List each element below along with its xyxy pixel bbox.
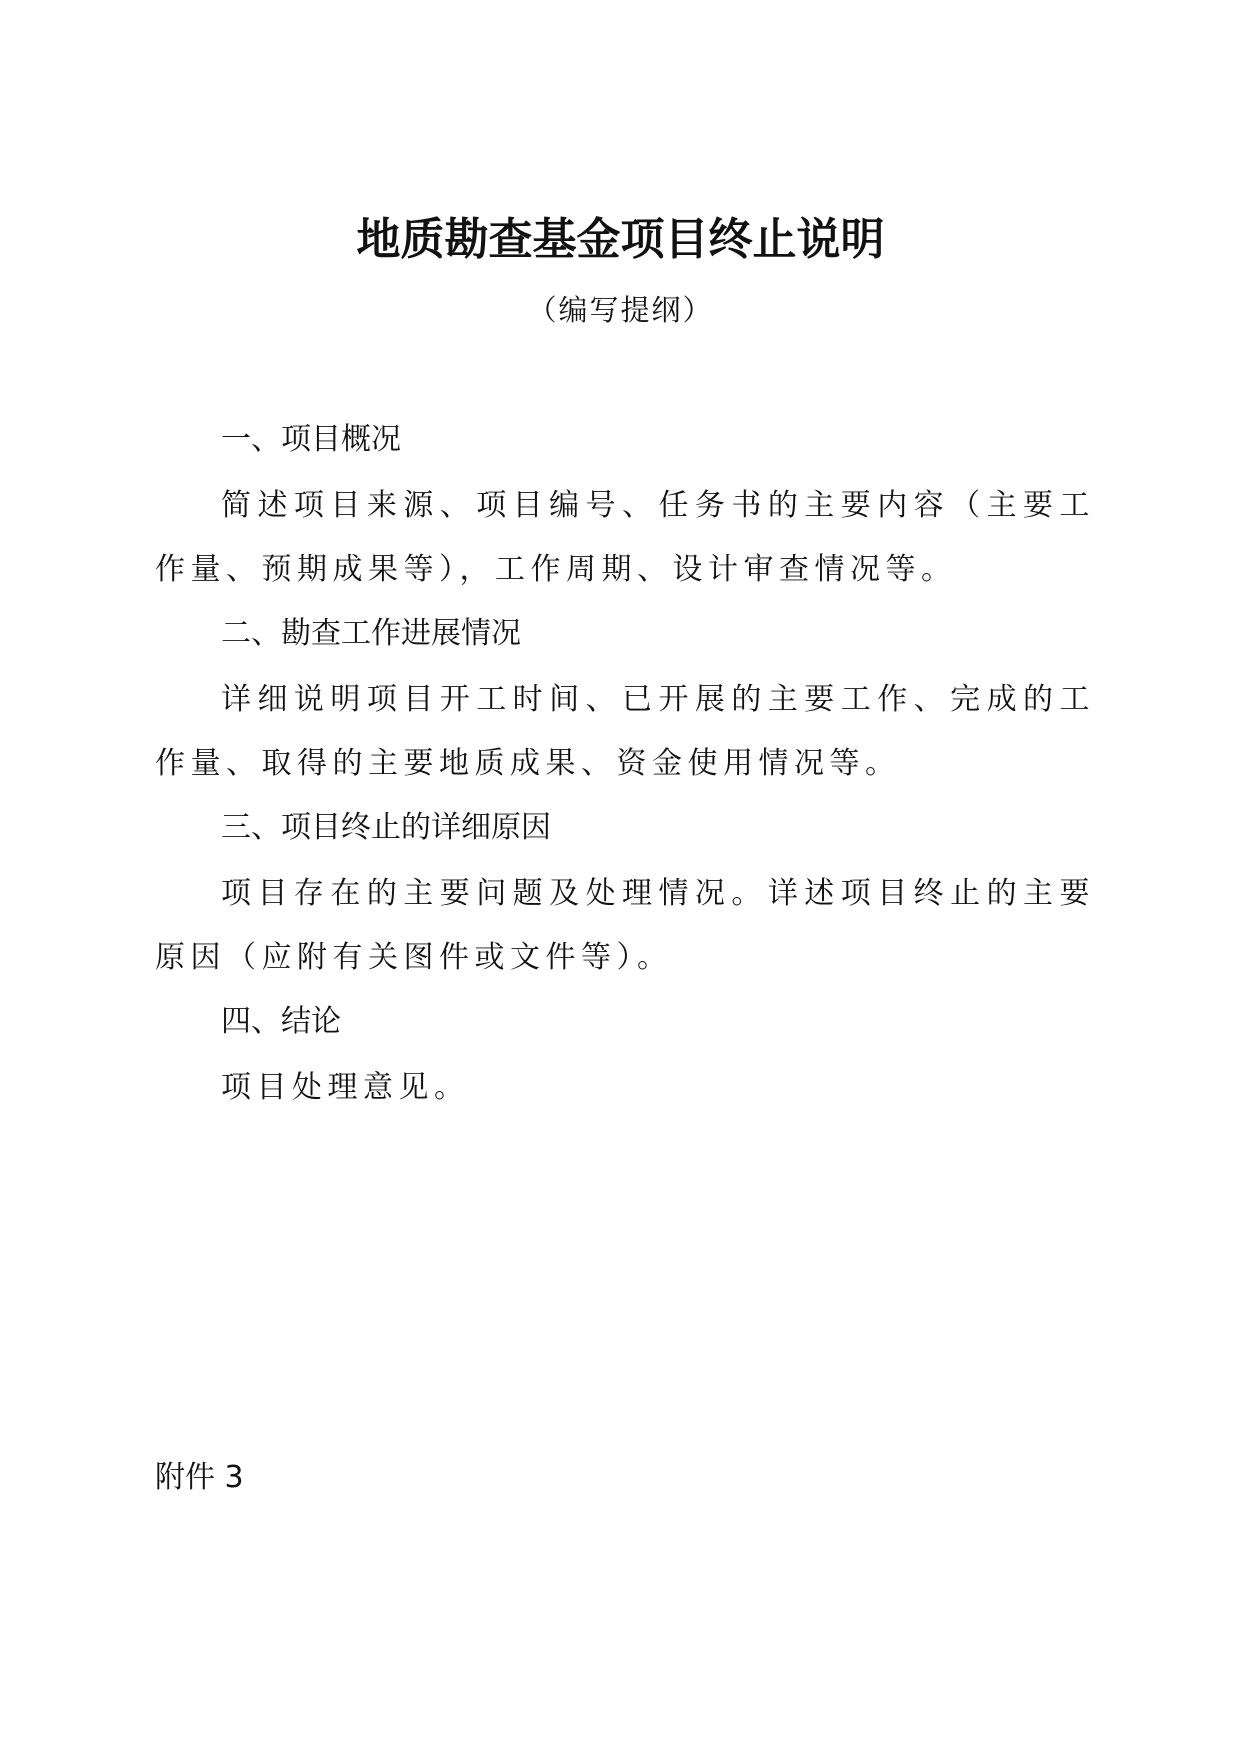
section-heading-conclusion: 四、结论 <box>221 1004 341 1039</box>
section-heading-overview: 一、项目概况 <box>221 422 401 457</box>
section-body-conclusion: 项目处理意见。 <box>221 1070 470 1105</box>
document-subtitle: （编写提纲） <box>527 293 714 327</box>
section-heading-termination-reasons: 三、项目终止的详细原因 <box>221 810 551 845</box>
section-body-overview: 简述项目来源、项目编号、任务书的主要内容（主要工作量、预期成果等），工作周期、设计审查情况等。 <box>155 488 1095 587</box>
section-body-termination-reasons: 项目存在的主要问题及处理情况。详述项目终止的主要原因（应附有关图件或文件等）。 <box>155 876 1095 975</box>
attachment-label: 附件 3 <box>155 1460 244 1495</box>
document-title: 地质勘查基金项目终止说明 <box>356 214 885 265</box>
section-heading-progress: 二、勘查工作进展情况 <box>221 616 521 651</box>
section-body-progress: 详细说明项目开工时间、已开展的主要工作、完成的工作量、取得的主要地质成果、资金使用情况等。 <box>155 682 1095 781</box>
